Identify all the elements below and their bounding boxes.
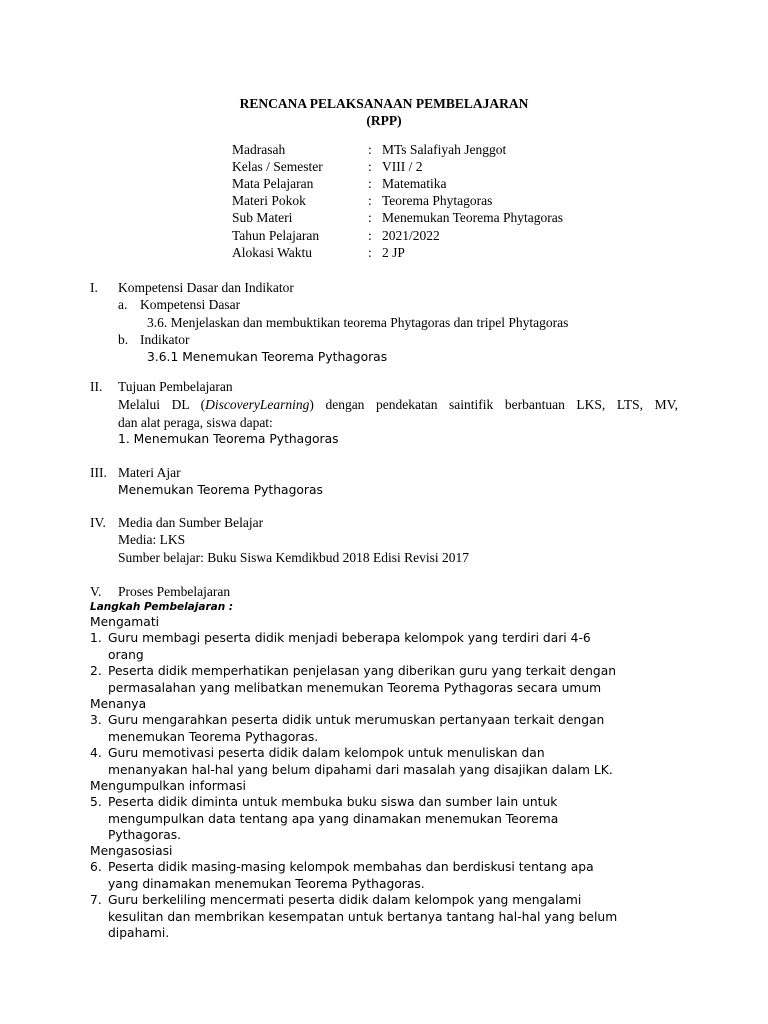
info-label: Alokasi Waktu: [232, 245, 313, 260]
step-number: 6.: [90, 860, 102, 874]
document-subtitle: (RPP): [366, 113, 402, 128]
info-colon: :: [368, 193, 372, 208]
section-number: III.: [90, 465, 107, 480]
subsection-heading: Kompetensi Dasar: [140, 297, 241, 312]
info-value: VIII / 2: [382, 159, 423, 174]
step-heading: Mengamati: [90, 615, 160, 629]
info-value: Matematika: [382, 176, 447, 191]
section-number: II.: [90, 379, 103, 394]
section-heading: Proses Pembelajaran: [118, 584, 231, 599]
step-text: menemukan Teorema Pythagoras.: [108, 730, 319, 744]
step-text: yang dinamakan menemukan Teorema Pythagoras.: [108, 877, 425, 891]
info-label: Materi Pokok: [232, 193, 306, 208]
info-value: MTs Salafiyah Jenggot: [382, 142, 507, 157]
step-text: orang: [108, 648, 144, 662]
tujuan-item: 1. Menemukan Teorema Pythagoras: [118, 432, 339, 446]
tujuan-line: dan alat peraga, siswa dapat:: [118, 415, 273, 430]
tujuan-italic: DiscoveryLearning: [205, 397, 310, 412]
info-value: Menemukan Teorema Phytagoras: [382, 210, 564, 225]
step-heading: Menanya: [90, 697, 147, 711]
step-number: 2.: [90, 664, 102, 678]
info-label: Madrasah: [232, 142, 286, 157]
section-number: IV.: [90, 515, 106, 530]
info-colon: :: [368, 210, 372, 225]
step-heading: Mengumpulkan informasi: [90, 779, 246, 793]
section-heading: Kompetensi Dasar dan Indikator: [118, 280, 294, 295]
info-colon: :: [368, 176, 372, 191]
step-text: menanyakan hal-hal yang belum dipahami dari masalah yang disajikan dalam LK.: [108, 763, 613, 777]
info-value: Teorema Phytagoras: [382, 193, 493, 208]
media-text: Media: LKS: [118, 532, 186, 547]
info-colon: :: [368, 228, 372, 243]
step-text: mengumpulkan data tentang apa yang dinamakan menemukan Teorema: [108, 812, 559, 826]
step-text: Guru memotivasi peserta didik dalam kelompok untuk menuliskan dan: [108, 746, 545, 760]
info-colon: :: [368, 245, 372, 260]
step-number: 1.: [90, 631, 102, 645]
tujuan-text: ) dengan pendekatan saintifik berbantuan LKS, LTS, MV,: [309, 397, 678, 412]
step-text: permasalahan yang melibatkan menemukan Teorema Pythagoras secara umum: [108, 681, 602, 695]
langkah-label: Langkah Pembelajaran :: [90, 601, 234, 613]
subsection-heading: Indikator: [140, 332, 190, 347]
section-heading: Materi Ajar: [118, 465, 181, 480]
step-number: 5.: [90, 795, 102, 809]
section-heading: Media dan Sumber Belajar: [118, 515, 264, 530]
section-number: V.: [90, 584, 102, 599]
info-colon: :: [368, 142, 372, 157]
info-label: Kelas / Semester: [232, 159, 323, 174]
subsection-letter: b.: [118, 332, 129, 347]
step-number: 3.: [90, 713, 102, 727]
step-text: dipahami.: [108, 926, 170, 940]
step-text: kesulitan dan membrikan kesempatan untuk bertanya tantang hal-hal yang belum: [108, 910, 618, 924]
step-heading: Mengasosiasi: [90, 844, 173, 858]
info-value: 2021/2022: [382, 228, 440, 243]
step-number: 4.: [90, 746, 102, 760]
indikator-text: 3.6.1 Menemukan Teorema Pythagoras: [147, 350, 388, 364]
section-number: I.: [90, 280, 98, 295]
tujuan-text: Melalui DL (: [118, 397, 206, 412]
kompetensi-text: 3.6. Menjelaskan dan membuktikan teorema Phytagoras dan tripel Phytagoras: [147, 315, 569, 330]
tujuan-line: [118, 398, 678, 412]
info-label: Mata Pelajaran: [232, 176, 314, 191]
step-text: Peserta didik diminta untuk membuka buku siswa dan sumber lain untuk: [108, 795, 558, 809]
info-label: Sub Materi: [232, 210, 293, 225]
info-label: Tahun Pelajaran: [232, 228, 320, 243]
step-text: Guru mengarahkan peserta didik untuk merumuskan pertanyaan terkait dengan: [108, 713, 605, 727]
info-value: 2 JP: [382, 245, 405, 260]
step-text: Peserta didik masing-masing kelompok membahas dan berdiskusi tentang apa: [108, 860, 594, 874]
step-text: Peserta didik memperhatikan penjelasan yang diberikan guru yang terkait dengan: [108, 664, 617, 678]
section-heading: Tujuan Pembelajaran: [118, 379, 233, 394]
step-text: Guru membagi peserta didik menjadi beberapa kelompok yang terdiri dari 4-6: [108, 631, 591, 645]
info-colon: :: [368, 159, 372, 174]
step-text: Guru berkeliling mencermati peserta didik dalam kelompok yang mengalami: [108, 893, 582, 907]
subsection-letter: a.: [118, 297, 128, 312]
sumber-text: Sumber belajar: Buku Siswa Kemdikbud 2018 Edisi Revisi 2017: [118, 550, 469, 565]
document-title: RENCANA PELAKSANAAN PEMBELAJARAN: [239, 96, 529, 111]
step-text: Pythagoras.: [108, 828, 182, 842]
materi-text: Menemukan Teorema Pythagoras: [118, 483, 323, 497]
step-number: 7.: [90, 893, 102, 907]
